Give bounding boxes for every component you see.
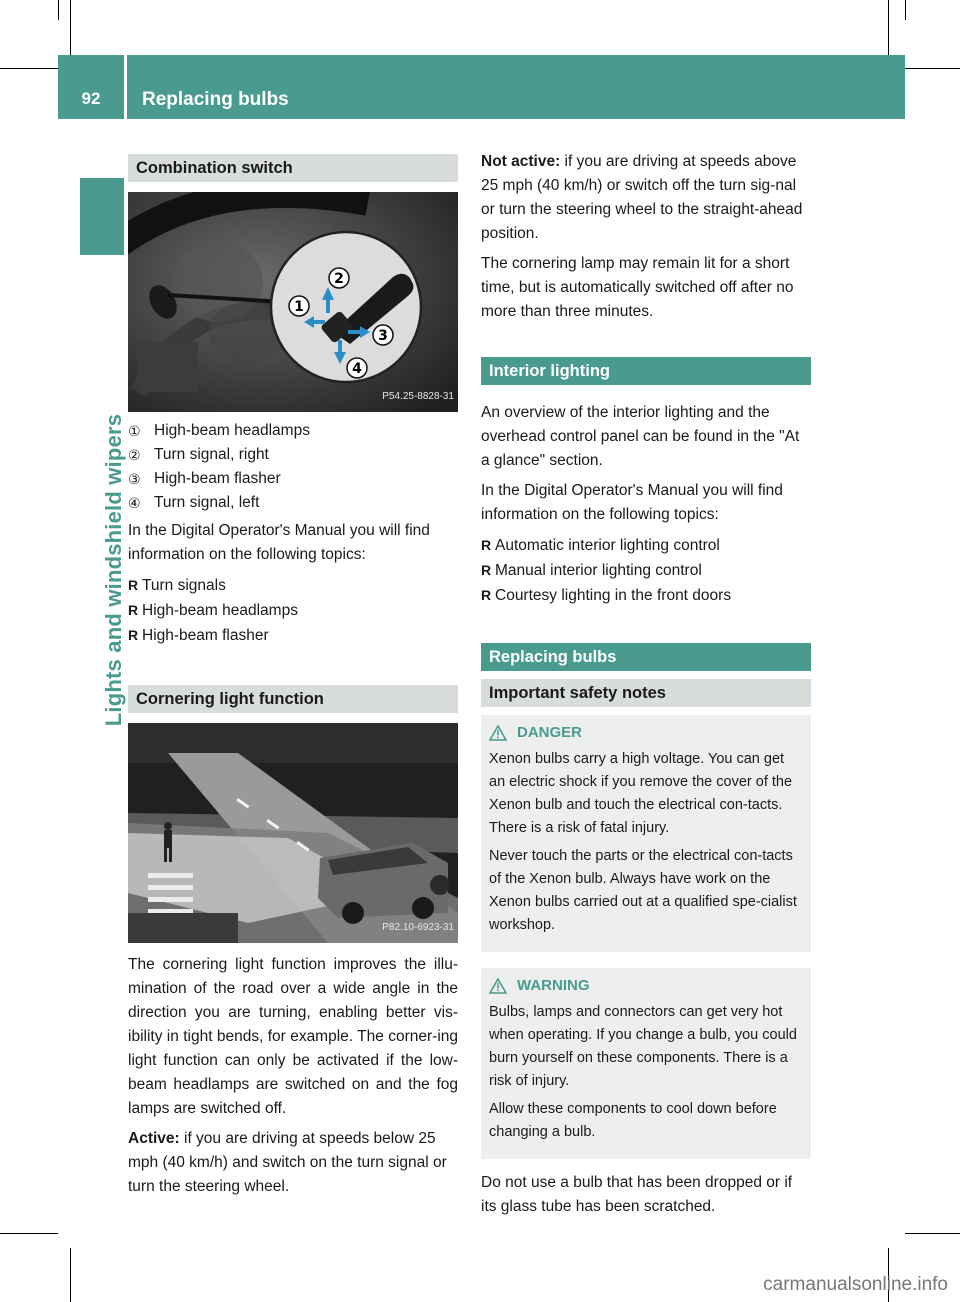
legend-item: ③ High-beam flasher — [128, 470, 281, 487]
interior-topics-intro: In the Digital Operator's Manual you will find information on the following topics: — [481, 482, 783, 523]
danger-text: Xenon bulbs carry a high voltage. You can get an electric shock if you remove the cover of the Xenon bulb and touch the electrical con-tacts. There is a risk of fatal injury. — [489, 751, 793, 836]
not-active-condition: Not active: if you are driving at speeds above 25 mph (40 km/h) or switch off the turn sig-nal or turn the steering wheel to the straight-ahead position. — [481, 153, 803, 242]
combination-switch-heading: Combination switch — [128, 154, 458, 182]
watermark: carmanualsonline.info — [763, 1274, 948, 1295]
crop-mark — [905, 68, 960, 69]
combination-switch-figure — [128, 192, 458, 412]
cornering-description: The cornering light function improves the illu-mination of the road over a wide angle in the direction you are turning, enabling better vis-ibility in tight bends, for example. The corner-ing light function can only be activated if the low-beam headlamps are switched on and the fog lamps are switched off. — [128, 956, 458, 1117]
legend-item: ① High-beam headlamps — [128, 422, 310, 439]
warning-text: Bulbs, lamps and connectors can get very hot when operating. If you change a bulb, you could burn yourself on these components. There is a risk of injury. — [489, 1004, 797, 1089]
crop-mark — [0, 68, 58, 69]
figure-code: P54.25-8828-31 — [382, 391, 454, 402]
list-item: R Manual interior lighting control — [481, 562, 702, 579]
danger-label: DANGER — [517, 724, 583, 741]
list-item: R Automatic interior lighting control — [481, 537, 720, 554]
fig1-callout: 1 — [294, 299, 304, 315]
interior-topics-list — [481, 533, 811, 608]
danger-box — [481, 715, 811, 952]
crop-mark — [70, 1248, 71, 1302]
cornering-lamp-note: The cornering lamp may remain lit for a short time, but is automatically switched off after no more than three minutes. — [481, 255, 794, 320]
chapter-title: Lights and windshield wipers — [101, 413, 126, 727]
crop-mark — [905, 0, 906, 20]
right-column — [481, 150, 811, 1225]
suv-vehicle — [318, 843, 450, 924]
fig1-callout: 2 — [334, 271, 344, 287]
crop-mark — [905, 1233, 960, 1234]
fig1-callout: 3 — [378, 328, 388, 344]
interior-overview: An overview of the interior lighting and the overhead control panel can be found in the "At a glance" section. — [481, 404, 800, 469]
figure-code: P82.10-6923-31 — [382, 922, 454, 933]
danger-instruction: Never touch the parts or the electrical con-tacts of the Xenon bulb. Always have work on the Xenon bulbs carried out at a qualified spe-cialist workshop. — [489, 848, 797, 933]
list-item: R High-beam flasher — [128, 627, 269, 644]
safety-notes-heading: Important safety notes — [481, 679, 811, 707]
crop-mark — [0, 1233, 58, 1234]
warning-label: WARNING — [517, 977, 590, 994]
list-item: R High-beam headlamps — [128, 602, 298, 619]
cornering-light-figure — [128, 723, 458, 943]
topics-intro: In the Digital Operator's Manual you will find information on the following topics: — [128, 522, 430, 563]
page-title: Replacing bulbs — [142, 89, 289, 110]
left-column — [128, 154, 458, 1205]
legend-item: ② Turn signal, right — [128, 446, 269, 463]
fig1-callout: 4 — [352, 361, 362, 377]
replacing-bulbs-heading: Replacing bulbs — [481, 643, 811, 671]
warning-box — [481, 968, 811, 1159]
chapter-tab — [80, 178, 124, 255]
warning-triangle-icon — [489, 725, 507, 741]
warning-triangle-icon — [489, 978, 507, 994]
crop-mark — [70, 0, 71, 56]
topics-list — [128, 573, 458, 648]
active-condition: Active: if you are driving at speeds below 25 mph (40 km/h) and switch on the turn signal or turn the steering wheel. — [128, 1130, 447, 1195]
callout-legend — [128, 419, 458, 515]
page-number: 92 — [81, 89, 101, 108]
legend-item: ④ Turn signal, left — [128, 494, 260, 511]
interior-lighting-heading: Interior lighting — [481, 357, 811, 385]
list-item: R Courtesy lighting in the front doors — [481, 587, 732, 604]
bulb-handling-note: Do not use a bulb that has been dropped or if its glass tube has been scratched. — [481, 1174, 793, 1215]
crop-mark — [58, 0, 59, 20]
steering-lever-illustration — [128, 192, 458, 412]
warning-instruction: Allow these components to cool down before changing a bulb. — [489, 1101, 777, 1140]
crop-mark — [888, 0, 889, 56]
cornering-road-illustration — [128, 723, 458, 943]
list-item: R Turn signals — [128, 577, 226, 594]
cornering-light-heading: Cornering light function — [128, 685, 458, 713]
